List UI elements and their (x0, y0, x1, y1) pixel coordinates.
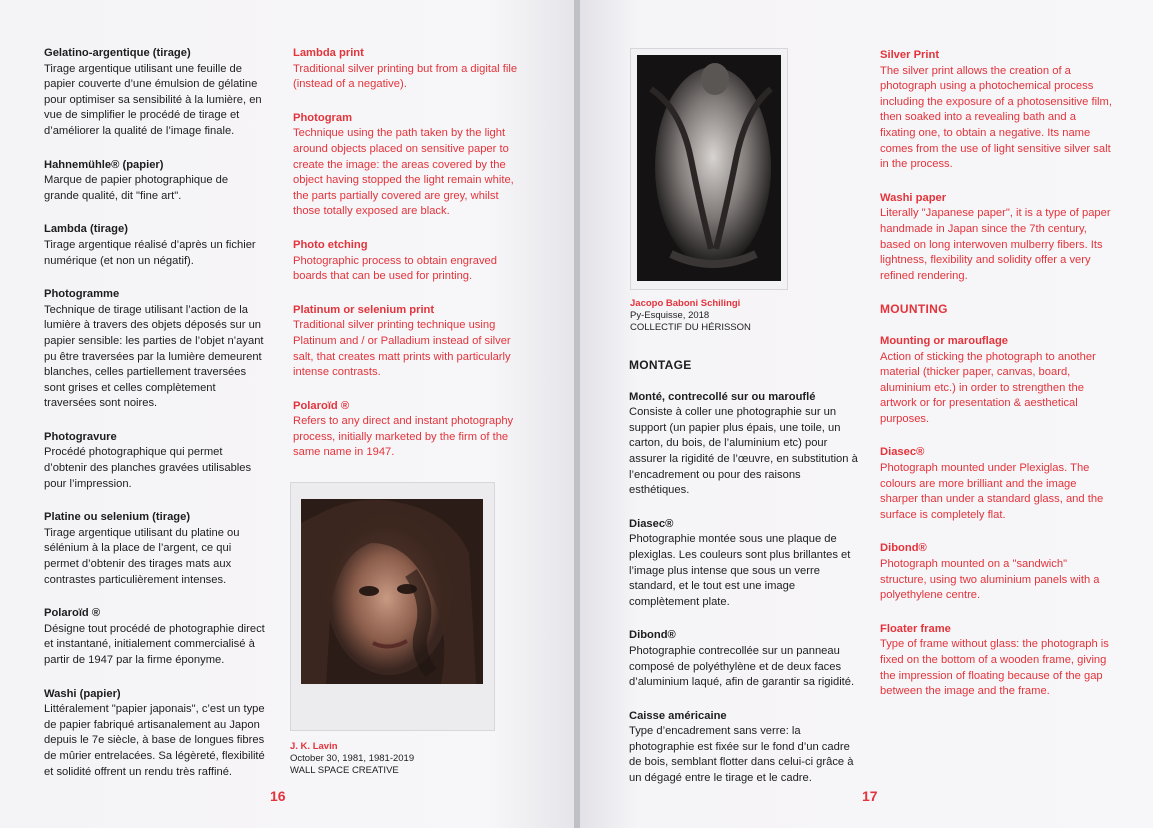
glossary-entry (44, 606, 266, 668)
mounting-entries (880, 334, 1114, 700)
glossary-term: Diasec® (880, 446, 925, 459)
glossary-entry (629, 628, 863, 690)
glossary-entry (880, 541, 1114, 603)
glossary-entry (44, 510, 266, 588)
glossary-term: Lambda (tirage) (44, 223, 128, 236)
montage-entries (629, 390, 863, 787)
glossary-definition: Action of sticking the photograph to another material (thicker paper, canvas, board, aluminium etc.) in order to strengthen the artwork or for presentation & aesthetical purposes. (880, 350, 1096, 425)
glossary-entry (44, 430, 266, 492)
glossary-entry (629, 390, 863, 499)
glossary-entry (293, 238, 527, 285)
page-number-right: 17 (862, 788, 878, 804)
glossary-definition: Marque de papier photographique de grande qualité, dit "fine art". (44, 174, 229, 202)
glossary-term: Polaroïd ® (44, 607, 101, 620)
photo-credit-lavin (290, 741, 490, 777)
credit-artist-name: Jacopo Baboni Schilingi (630, 298, 741, 309)
glossary-definition: Littéralement "papier japonais", c’est un type de papier fabriqué artisanalement au Japon depuis le 7e siècle, à base de longues fibres de mûrier entrelacées. Sa légèreté, flexibilité et solidité offrent un rendu très raffiné. (44, 703, 265, 778)
montage-heading: MONTAGE (629, 358, 692, 372)
glossary-term: Washi paper (880, 191, 947, 204)
glossary-entry (44, 222, 266, 269)
glossary-entry (293, 46, 527, 93)
glossary-term: Diasec® (629, 517, 674, 530)
glossary-definition: Traditional silver printing technique using Platinum and / or Palladium instead of silver salt, that creates matt prints with particularly intense contrasts. (293, 319, 511, 379)
glossary-definition: Literally "Japanese paper", it is a type of paper handmade in Japan since the 7th century, based on long interwoven mulberry fibers. Its lightness, flexibility and solidity offer a very refined rendering. (880, 207, 1111, 282)
glossary-term: Dibond® (880, 542, 927, 555)
english-glossary-entries (880, 48, 1114, 284)
glossary-term: Floater frame (880, 622, 951, 635)
glossary-definition: Photograph mounted under Plexiglas. The colours are more brilliant and the image sharper than under a standard glass, and the surface is completely flat. (880, 462, 1104, 521)
glossary-term: Mounting or marouflage (880, 334, 1009, 347)
glossary-term: Photogravure (44, 430, 117, 443)
glossary-definition: Technique using the path taken by the light around objects placed on sensitive paper to create the image: the areas covered by the object having stopped the light remain white, the parts partially covered are grey, whilst those totally exposed are black. (293, 127, 514, 218)
glossary-definition: Tirage argentique réalisé d’après un fichier numérique (et non un négatif). (44, 238, 256, 267)
glossary-term: Silver Print (880, 49, 940, 61)
glossary-entry (293, 303, 527, 381)
glossary-definition: Photographic process to obtain engraved boards that can be used for printing. (293, 254, 497, 283)
glossary-entry (44, 158, 266, 205)
portrait-image (291, 483, 494, 730)
glossary-definition: Photograph mounted on a "sandwich" structure, using two aluminium panels with a polyethylene centre. (880, 558, 1100, 602)
glossary-term: Platinum or selenium print (293, 303, 435, 316)
glossary-definition: Désigne tout procédé de photographie direct et instantané, initialement commercialisé à partir de 1947 par la firme éponyme. (44, 622, 265, 666)
glossary-entry (880, 191, 1114, 285)
left-english-column (293, 46, 527, 479)
glossary-definition: Refers to any direct and instant photography process, initially marketed by the firm of the same name in 1947. (293, 415, 514, 459)
credit-date: October 30, 1981, 1981-2019 (290, 753, 415, 764)
glossary-entry (44, 287, 266, 412)
glossary-term: Lambda print (293, 47, 364, 59)
polaroid-portrait-photo (290, 482, 495, 731)
glossary-definition: Tirage argentique utilisant du platine ou sélénium à la place de l’argent, ce qui permet d’obtenir des tirages mats aux contrastes particulièrement intenses. (44, 526, 240, 586)
right-french-column (629, 358, 863, 805)
glossary-definition: Traditional silver printing but from a digital file (instead of a negative). (293, 62, 518, 91)
nude-figure-photo (630, 48, 788, 290)
glossary-definition: Consiste à coller une photographie sur un support (un papier plus épais, une toile, un carton, du bois, de l’aluminium etc) pour assurer la rigidité de l’œuvre, en substitution à l’encadrement ou pour des raisons esthétiques. (629, 406, 858, 497)
photo-credit-schilingi (630, 298, 830, 334)
glossary-entry (880, 445, 1114, 523)
glossary-entry (44, 687, 266, 781)
credit-artist-name: J. K. Lavin (290, 741, 338, 752)
right-english-column (880, 48, 1114, 718)
figure-image (631, 49, 787, 289)
right-page (580, 0, 1153, 828)
glossary-term: Gelatino-argentique (tirage) (44, 47, 191, 59)
glossary-entry (293, 399, 527, 461)
glossary-entry (293, 111, 527, 220)
credit-collection: WALL SPACE CREATIVE (290, 765, 399, 776)
credit-title: Py-Esquisse, 2018 (630, 310, 710, 321)
glossary-term: Polaroïd ® (293, 399, 350, 412)
glossary-term: Platine ou selenium (tirage) (44, 511, 191, 524)
glossary-entry (629, 709, 863, 787)
glossary-definition: Photographie montée sous une plaque de plexiglas. Les couleurs sont plus brillantes et l’image plus intense que sous un verre standard, et le tout est une image complètement plate. (629, 533, 851, 608)
glossary-definition: Tirage argentique utilisant une feuille de papier couverte d’une émulsion de gélatine pour optimiser sa sensibilité à la lumière, en vue de simplifier le procédé de tirage et d’améliorer la qualité de l’image finale. (44, 62, 262, 137)
glossary-entry (880, 334, 1114, 428)
glossary-entry (44, 46, 266, 140)
mounting-heading: MOUNTING (880, 302, 948, 317)
left-french-column (44, 46, 266, 798)
left-page (0, 0, 574, 828)
glossary-term: Caisse américaine (629, 709, 727, 722)
glossary-term: Photogramme (44, 288, 120, 301)
glossary-definition: Technique de tirage utilisant l’action de la lumière à travers des objets déposés sur un papier sensible: les parties de l’objet n’ayant pu être traversées par la lumière demeurent blanches, celles partiellement traversées sont grises et celles complètement traversées sont noires. (44, 303, 264, 410)
glossary-term: Washi (papier) (44, 687, 121, 700)
glossary-term: Dibond® (629, 629, 676, 642)
glossary-term: Photogram (293, 111, 353, 124)
glossary-definition: The silver print allows the creation of a photograph using a photochemical process including the exposure of a photosensitive film, then soaked into a revealing bath and a fixating one, to obtain a negative. Its name comes from the use of light sensitive silver salt in the process. (880, 64, 1112, 171)
glossary-term: Photo etching (293, 238, 368, 251)
glossary-entry (880, 622, 1114, 700)
glossary-entry (880, 48, 1114, 173)
glossary-definition: Type d’encadrement sans verre: la photographie est fixée sur le fond d’un cadre de bois, semblant flotter dans celui-ci grâce à un dégagé entre le tirage et le cadre. (629, 725, 854, 785)
glossary-definition: Photographie contrecollée sur un panneau composé de polyéthylène et de deux faces d’aluminium laqué, afin de garantir sa rigidité. (629, 644, 855, 689)
glossary-definition: Type of frame without glass: the photograph is fixed on the bottom of a wooden frame, giving the impression of floating because of the gap between the image and the frame. (880, 638, 1109, 698)
glossary-term: Monté, contrecollé sur ou marouflé (629, 390, 816, 403)
glossary-term: Hahnemühle® (papier) (44, 158, 164, 171)
glossary-definition: Procédé photographique qui permet d’obtenir des planches gravées utilisables pour l’impression. (44, 446, 252, 490)
credit-collection: COLLECTIF DU HÉRISSON (630, 322, 751, 333)
glossary-entry (629, 517, 863, 611)
page-number-left: 16 (270, 788, 286, 804)
